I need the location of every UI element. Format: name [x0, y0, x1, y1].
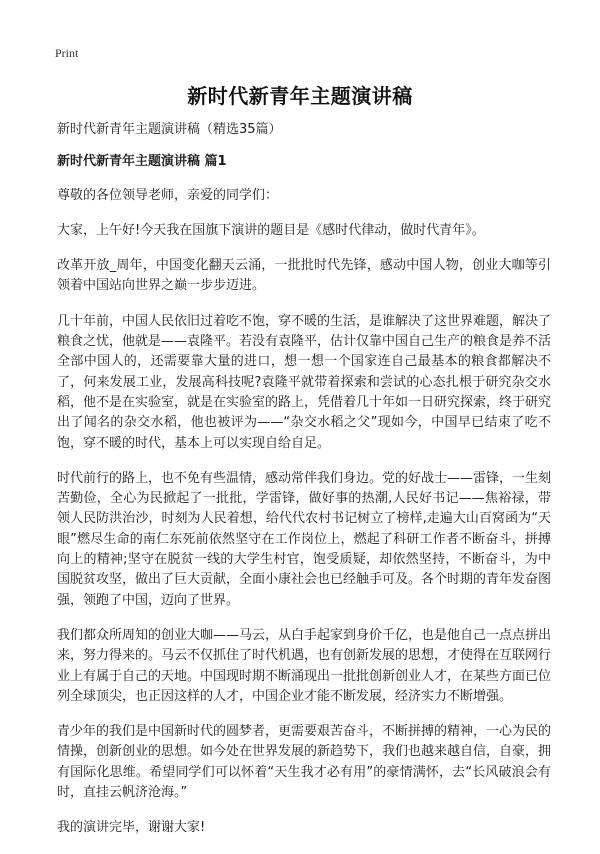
document-title: 新时代新青年主题演讲稿: [187, 84, 413, 108]
section-heading: 新时代新青年主题演讲稿 篇1: [57, 154, 227, 170]
paragraph: 改革开放_周年，中国变化翻天云涌，一批批时代先锋，感动中国人物，创业大咖等引领着中国站向世界之巅一步步迈进。: [57, 258, 551, 294]
paragraph: 几十年前，中国人民依旧过着吃不饱，穿不暖的生活，是谁解决了这世界难题，解决了粮食之忧，他就是——袁隆平。若没有袁隆平，估计仅靠中国自己生产的粮食是养不活全部中国人的，还需要靠大量的进口，想一想一个国家连自己最基本的粮食都解决不了，何来发展工业，发展高科技呢?袁隆平就带着探索和尝试的心态扎根于研究杂交水稻，他不是在实验室，就是在实验室的路上，凭借着几十年如一日研究探索，终于研究出了闻名的杂交水稻，他也被评为——“杂交水稻之父”现如今，中国早已结束了吃不饱，穿不暖的时代，基本上可以实现自给自足。: [57, 313, 552, 451]
paragraph-closing: 我的演讲完毕，谢谢大家!: [57, 820, 206, 836]
paragraph: 时代前行的路上，也不免有些温情，感动常伴我们身边。党的好战士——雷锋，一生刻苦勤俭，全心为民掀起了一批批，学雷锋，做好事的热潮,人民好书记——焦裕禄，带领人民防洪治沙，时刻为人民着想，给代代农村书记树立了榜样,走遍大山百窝函为“天眼”燃尽生命的南仁东死前依然坚守在工作岗位上，燃起了科研工作者不断奋斗，拼搏向上的精神;坚守在脱贫一线的大学生村官，饱受质疑，却依然坚持，不断奋斗，为中国脱贫攻坚，做出了巨大贡献，全面小康社会也已经触手可及。各个时期的青年发奋图强，领跑了中国，迈向了世界。: [57, 470, 552, 608]
document-subtitle: 新时代新青年主题演讲稿（精选35篇）: [57, 122, 282, 137]
paragraph: 青少年的我们是中国新时代的圆梦者，更需要艰苦奋斗，不断拼搏的精神，一心为民的情操，创新创业的思想。如今处在世界发展的新趋势下，我们也越来越自信，自豪，拥有国际化思维。希望同学们可以怀着“天生我才必有用”的豪情满怀，去“长风破浪会有时，直挂云帆济沧海。”: [57, 724, 552, 801]
paragraph-greeting: 尊敬的各位领导老师，亲爱的同学们：: [57, 187, 279, 203]
paragraph-intro: 大家，上午好!今天我在国旗下演讲的题目是《感时代律动，做时代青年》。: [57, 222, 485, 238]
paragraph: 我们都众所周知的创业大咖——马云，从白手起家到身价千亿，也是他自己一点点拼出来，努力得来的。马云不仅抓住了时代机遇，也有创新发展的思想，才使得在互联网行业上有属于自己的天地。中国现时期不断涌现出一批批创新创业人才，在某些方面已位列全球顶尖，也正因这样的人才，中国企业才能不断发展，经济实力不断增强。: [57, 627, 552, 704]
print-label: Print: [55, 46, 79, 60]
document-body: [57, 120, 551, 854]
